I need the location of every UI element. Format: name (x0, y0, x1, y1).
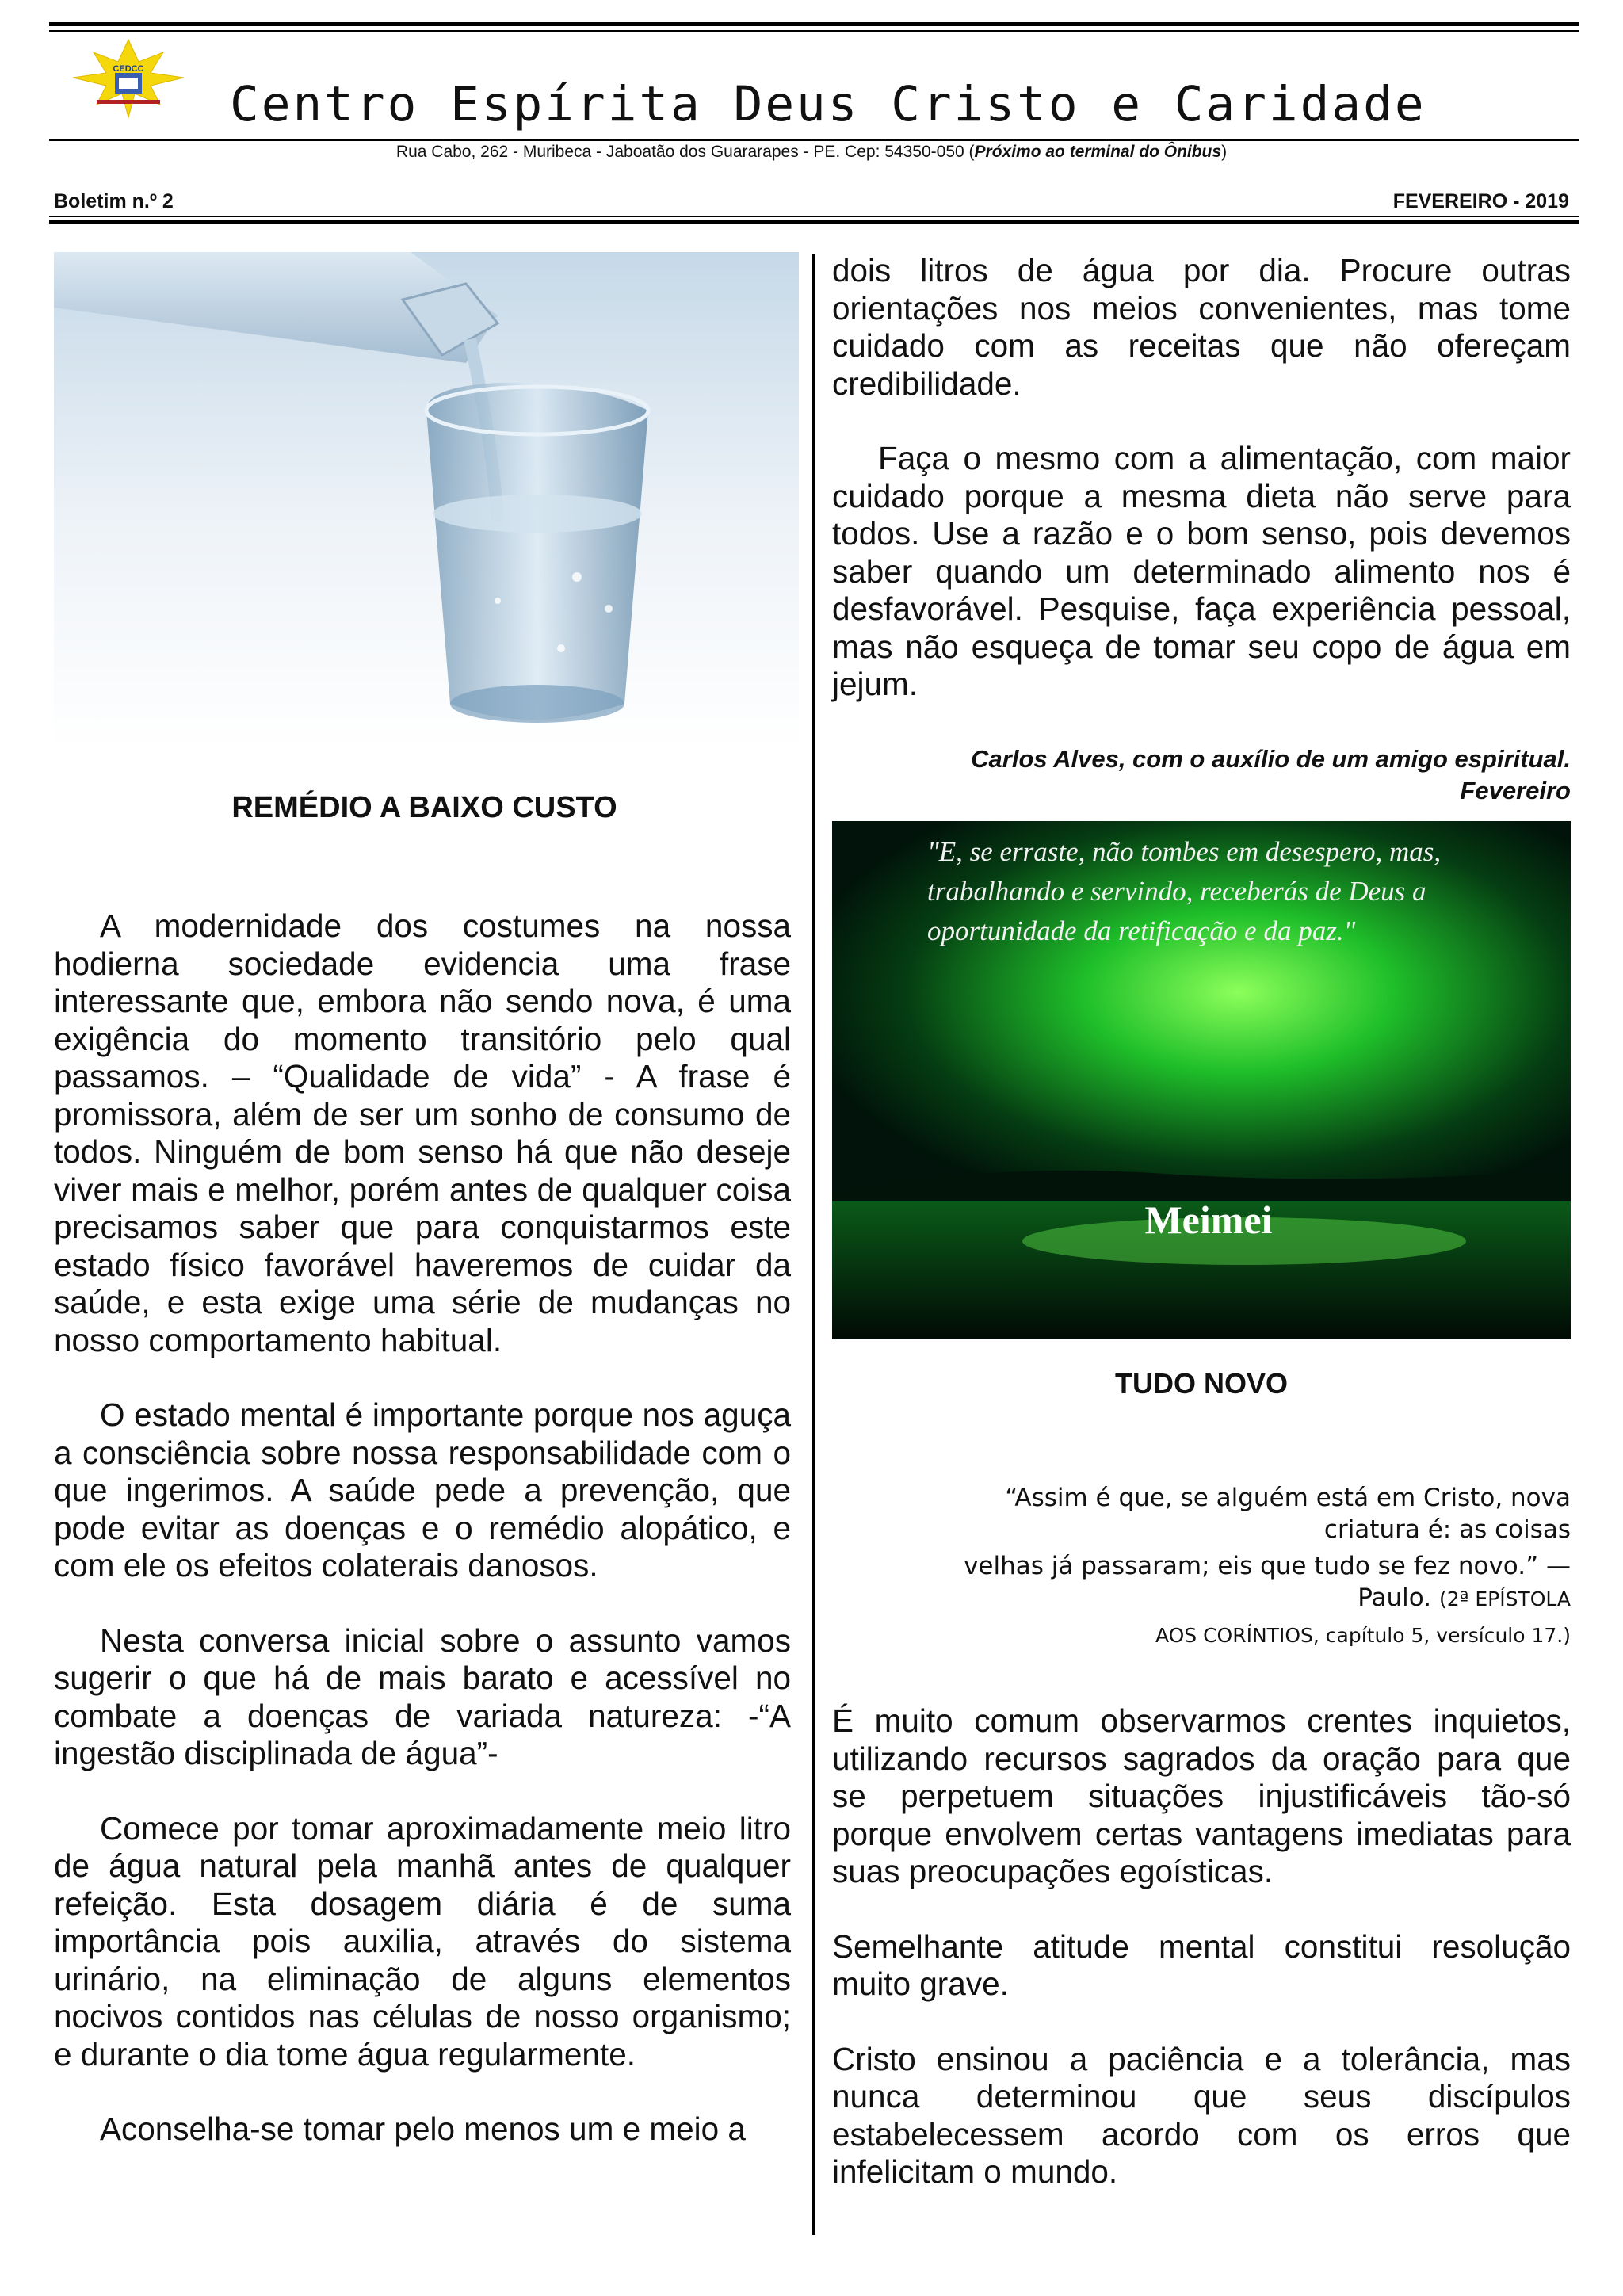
epigraph-reference-cont: AOS CORÍNTIOS, capítulo 5, versículo 17.) (1155, 1624, 1571, 1647)
signature-author: Carlos Alves, com o auxílio de um amigo espiritual. (971, 745, 1571, 773)
article-remedio-body (54, 907, 791, 2149)
aurora-author: Meimei (1144, 1198, 1273, 1242)
header-top-rule-thin (49, 30, 1579, 32)
article-title-tudo-novo: TUDO NOVO (1114, 1367, 1288, 1400)
paragraph: dois litros de água por dia. Procure outras orientações nos meios convenientes, mas tome cuidado com as receitas que não ofereçam credibilidade. (832, 252, 1571, 402)
cedcc-logo (65, 38, 192, 120)
header-top-rule-thick (49, 22, 1579, 26)
logo-text: CEDCC (113, 64, 144, 74)
header-title-rule (49, 139, 1579, 141)
paragraph: Comece por tomar aproximadamente meio litro de água natural pela manhã antes de qualquer refeição. Esta dosagem diária é de suma importância pois auxilia, através do sistema urinário, na eliminação de alguns elementos nocivos contidos nas células de nosso organismo; e durante o dia tome água regularmente. (54, 1809, 791, 2073)
address-line (0, 143, 1623, 162)
article-signature (832, 743, 1571, 807)
page-title: Centro Espírita Deus Cristo e Caridade (230, 76, 1426, 132)
epigraph-attribution (832, 1582, 1571, 1615)
paragraph: O estado mental é importante porque nos aguça a consciência sobre nossa responsabilidade com o que ingerimos. A saúde pede a prevenção, que pode evitar as doenças e o remédio alopático, e com ele os efeitos colaterais danosos. (54, 1396, 791, 1584)
column-divider (812, 254, 815, 2235)
water-glass-photo (54, 252, 799, 750)
paragraph: É muito comum observarmos crentes inquietos, utilizando recursos sagrados da oração para que se perpetuem situações injustificáveis tão-só porque envolvem certas vantagens imediatas para suas preocupações egoísticas. (832, 1702, 1571, 1889)
address-close: ) (1221, 143, 1228, 161)
article-tudo-novo-body (832, 1702, 1571, 2191)
aurora-quote-line-3: oportunidade da retificação e da paz." (927, 915, 1356, 946)
address-note: Próximo ao terminal do Ônibus (974, 143, 1222, 161)
aurora-quote-line-2: trabalhando e servindo, receberás de Deus a (927, 876, 1426, 907)
epigraph (832, 1482, 1571, 1652)
header-bottom-rule-thin (49, 216, 1579, 217)
article-title-remedio: REMÉDIO A BAIXO CUSTO (231, 791, 617, 824)
epigraph-line: velhas já passaram; eis que tudo se fez novo.” — (964, 1552, 1571, 1580)
paragraph: Semelhante atitude mental constitui resolução muito grave. (832, 1927, 1571, 2002)
epigraph-line: criatura é: as coisas (1323, 1515, 1571, 1544)
epigraph-line: “Assim é que, se alguém está em Cristo, nova (1005, 1484, 1571, 1512)
article-remedio-continuation (832, 252, 1571, 704)
paragraph: Aconselha-se tomar pelo menos um e meio a (100, 2111, 746, 2147)
epigraph-author: Paulo. (1358, 1584, 1432, 1612)
aurora-quote-image (832, 821, 1571, 1339)
paragraph: Nesta conversa inicial sobre o assunto vamos sugerir o que há de mais barato e acessível no combate a doenças de variada natureza: -“A ingestão disciplinada de água”- (54, 1622, 791, 1771)
paragraph: Faça o mesmo com a alimentação, com maior cuidado porque a mesma dieta não serve para todos. Use a razão e o bom senso, pois devemos saber quando um determinado alimento nos é desfavorável. Pesquise, faça experiência pessoal, mas não esqueça de tomar seu copo de água em jejum. (832, 440, 1571, 702)
aurora-quote-line-1: "E, se erraste, não tombes em desespero, mas, (927, 836, 1442, 867)
header-bottom-rule-thick (49, 220, 1579, 224)
epigraph-reference: (2ª EPÍSTOLA (1438, 1587, 1571, 1610)
paragraph: A modernidade dos costumes na nossa hodierna sociedade evidencia uma frase interessante que, embora não sendo nova, é uma exigência do momento transitório pelo qual passamos. – “Qualidade de vida” - A frase é promissora, além de ser um sonho de consumo de todos. Ninguém de bom senso há que não deseje viver mais e melhor, porém antes de qualquer coisa precisamos saber que para conquistarmos este estado físico favorável haveremos de cuidar da saúde, e esta exige uma série de mudanças no nosso comportamento habitual. (54, 907, 791, 1358)
bulletin-number: Boletim n.º 2 (54, 190, 174, 212)
address-text: Rua Cabo, 262 - Muribeca - Jaboatão dos Guararapes - PE. Cep: 54350-050 ( (395, 143, 975, 161)
paragraph: Cristo ensinou a paciência e a tolerância, mas nunca determinou que seus discípulos estabelecessem acordo com os erros que infelicitam o mundo. (832, 2040, 1571, 2190)
signature-month: Fevereiro (1460, 777, 1571, 804)
bulletin-date: FEVEREIRO - 2019 (1392, 190, 1569, 212)
